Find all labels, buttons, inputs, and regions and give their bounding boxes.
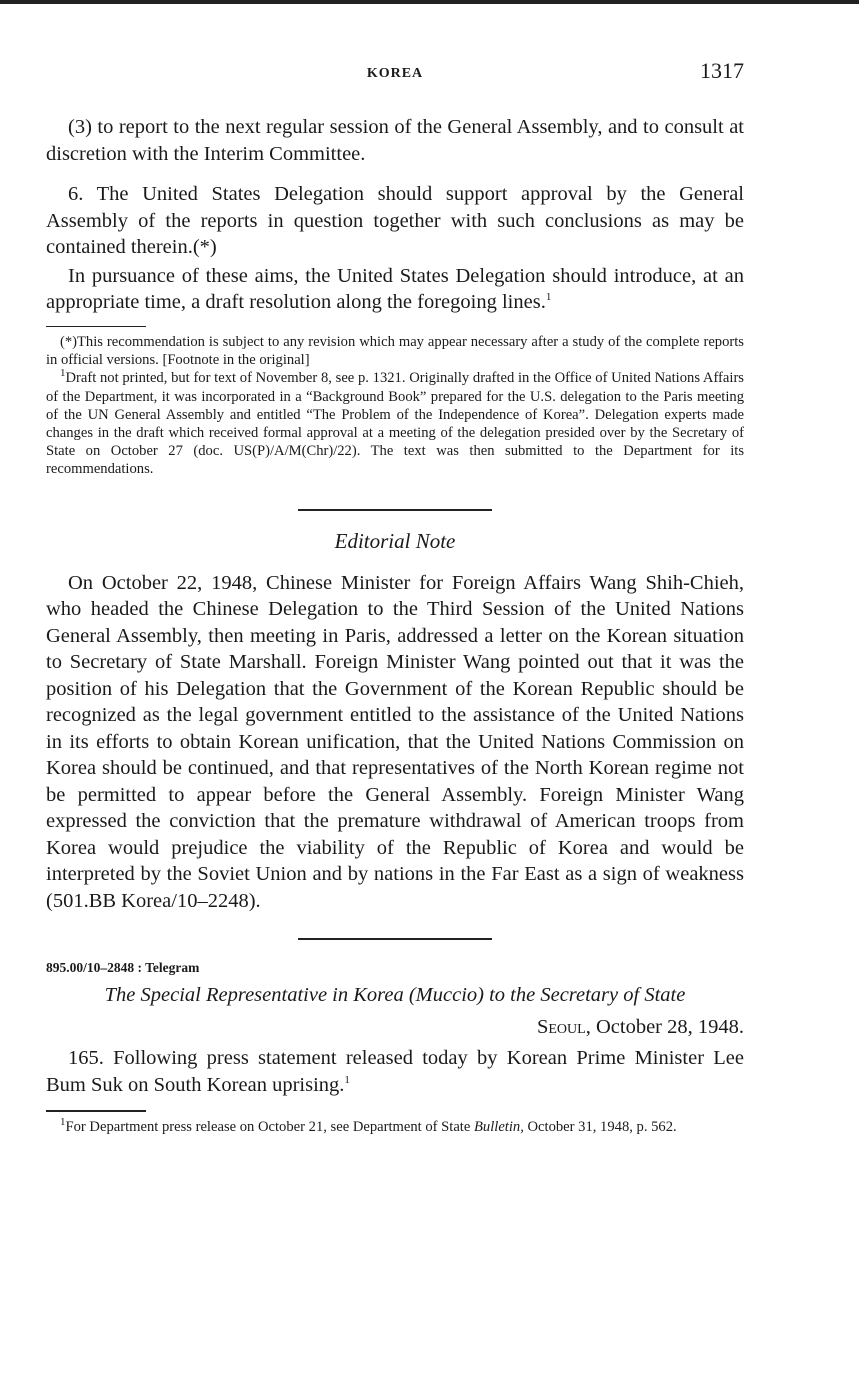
footnote-bottom-text-a: For Department press release on October 21, see Department of State	[65, 1118, 471, 1135]
dateline-place: Seoul,	[536, 1016, 591, 1039]
footnote-ref-1: 1	[545, 291, 552, 304]
footnote-bottom-mark: 1	[60, 1115, 66, 1128]
paragraph-pursuance	[46, 263, 744, 316]
page-number: 1317	[700, 58, 744, 83]
paragraph-point-6: 6. The United States Delegation should support approval by the General Assembly of the reports in question together with such conclusions as may be contained therein.(*)	[46, 183, 744, 258]
telegram-title: The Special Representative in Korea (Muccio) to the Secretary of State	[104, 984, 686, 1007]
footnote-bottom-text-b: October 31, 1948, p. 562.	[527, 1118, 677, 1135]
telegram-text	[46, 1045, 744, 1098]
running-title: KOREA	[366, 66, 424, 81]
dateline	[46, 1016, 744, 1039]
page-header	[46, 58, 744, 92]
editorial-heading: Editorial Note	[334, 528, 456, 553]
footnote-1-mark: 1	[60, 367, 66, 380]
document-page	[46, 58, 744, 1136]
footnote-1	[46, 369, 744, 478]
dateline-date: October 28, 1948.	[595, 1016, 744, 1039]
page-top-border	[0, 0, 859, 4]
editorial-text: On October 22, 1948, Chinese Minister for Foreign Affairs Wang Shih-Chieh, who headed the Chinese Delegation to the Third Session of the United Nations General Assembly, then meeting in Paris, addressed a letter on the Korean situation to Secretary of State Marshall. Foreign Minister Wang pointed out that it was the position of his Delegation that the Government of the Korean Republic should be recognized as the legal government entitled to the assistance of the United Nations in its efforts to obtain Korean unification, that the United Nations Commission on Korea should be continued, and that representatives of the North Korean regime not be permitted to appear before the General Assembly. Foreign Minister Wang expressed the conviction that the premature withdrawal of American troops from Korea would prejudice the viability of the Republic of Korea and would be interpreted by the Soviet Union and by nations in the Far East as a sign of weakness (501.BB Korea/10–2248).	[46, 571, 744, 912]
footnote-divider	[46, 326, 146, 328]
footnote-bottom	[46, 1115, 744, 1136]
footnote-bottom-italic: Bulletin,	[474, 1118, 524, 1135]
paragraph-item-3: (3) to report to the next regular session of the General Assembly, and to consult at discretion with the Interim Committee.	[46, 116, 744, 165]
section-divider-2	[298, 938, 492, 940]
telegram-text-body: 165. Following press statement released today by Korean Prime Minister Lee Bum Suk on South Korean uprising.	[46, 1047, 744, 1096]
paragraph-pursuance-text: In pursuance of these aims, the United States Delegation should introduce, at an appropriate time, a draft resolution along the foregoing lines.	[46, 264, 744, 313]
footnote-divider-2	[46, 1110, 146, 1112]
footnote-star: (*)This recommendation is subject to any revision which may appear necessary after a study of the complete reports in official versions. [Footnote in the original]	[46, 334, 744, 369]
document-id: 895.00/10–2848 : Telegram	[46, 960, 200, 976]
footnote-1-text: Draft not printed, but for text of November 8, see p. 1321. Originally drafted in the Office of United Nations Affairs of the Department, it was incorporated in a “Background Book” prepared for the U.S. delegation to the Paris meeting of the UN General Assembly and entitled “The Problem of the Independence of Korea”. Delegation experts made changes in the draft which received formal approval at a meeting of the delegation presided over by the Secretary of State on October 27 (doc. US(P)/A/M(Chr)/22). The text was then submitted to the Department for its recommendations.	[46, 370, 744, 478]
footnote-ref-bottom: 1	[344, 1073, 350, 1086]
section-divider	[298, 509, 492, 511]
